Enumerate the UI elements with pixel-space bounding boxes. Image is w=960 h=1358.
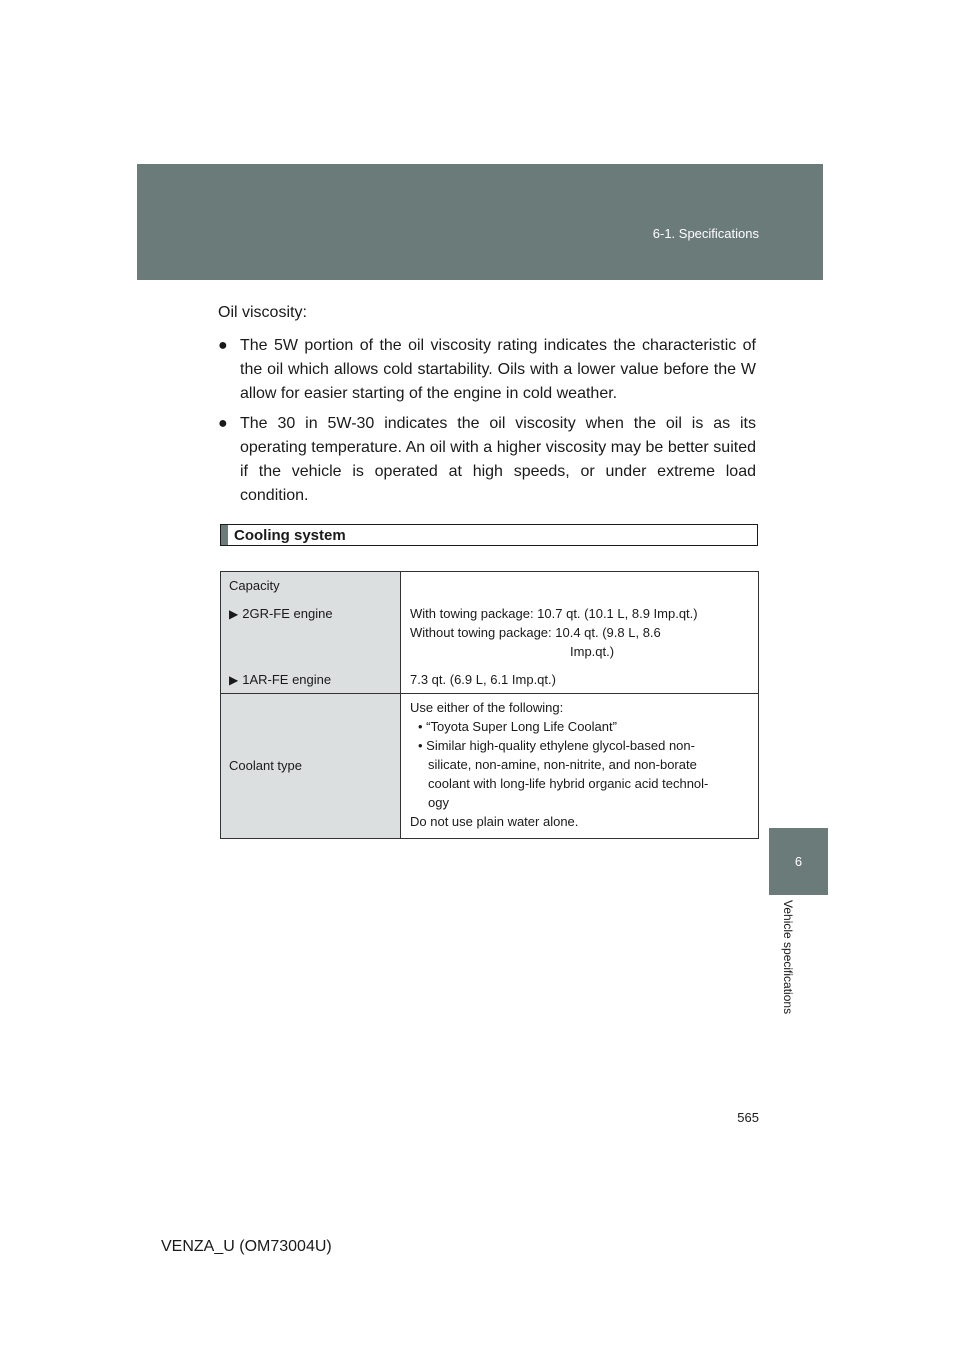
chapter-label-text: Vehicle specifications xyxy=(781,900,795,1015)
chapter-tab xyxy=(769,828,828,895)
spec-table xyxy=(220,571,759,839)
intro-text: Oil viscosity: xyxy=(218,304,307,321)
coolant-line: • “Toyota Super Long Life Coolant” xyxy=(418,719,617,734)
without-towing-value-cont: Imp.qt.) xyxy=(570,644,615,659)
section-title-bar xyxy=(221,525,228,545)
with-towing-value: With towing package: 10.7 qt. (10.1 L, 8.9 Imp.qt.) xyxy=(410,606,698,621)
engine-1ar-label: ▶ 1AR-FE engine xyxy=(229,672,332,687)
capacity-1ar-value: 7.3 qt. (6.9 L, 6.1 Imp.qt.) xyxy=(410,672,556,687)
bullet-item xyxy=(218,412,756,508)
coolant-line: ogy xyxy=(428,795,449,810)
footer-code: VENZA_U (OM73004U) xyxy=(161,1238,332,1255)
bullet-dot-icon: ● xyxy=(218,415,228,432)
coolant-line: • Similar high-quality ethylene glycol-based non- xyxy=(418,738,695,753)
bullet-item xyxy=(218,334,756,406)
coolant-type-label: Coolant type xyxy=(229,758,302,773)
engine-2gr-label: ▶ 2GR-FE engine xyxy=(229,606,333,621)
table-cell-value xyxy=(401,694,759,839)
table-cell-label xyxy=(221,694,401,839)
section-title: Cooling system xyxy=(234,527,346,544)
page-number: 565 xyxy=(737,1110,759,1125)
coolant-line: Do not use plain water alone. xyxy=(410,814,579,829)
triangle-right-icon: ▶ xyxy=(229,673,239,687)
coolant-line: coolant with long-life hybrid organic acid technol- xyxy=(428,776,709,791)
triangle-right-icon: ▶ xyxy=(229,607,239,621)
chapter-label xyxy=(781,900,795,1050)
table-row xyxy=(221,572,759,694)
section-heading: 6-1. Specifications xyxy=(652,226,759,241)
bullet-text: The 30 in 5W-30 indicates the oil viscosity when the oil is as its operating temperature. An oil with a higher viscosity may be better suited if the vehicle is operated at high speeds, or under extreme load condition. xyxy=(240,415,756,504)
table-cell-label xyxy=(221,572,401,694)
capacity-label: Capacity xyxy=(229,578,280,593)
coolant-line: silicate, non-amine, non-nitrite, and non-borate xyxy=(428,757,697,772)
table-row xyxy=(221,694,759,839)
bullet-dot-icon: ● xyxy=(218,337,228,354)
header-band xyxy=(137,164,823,280)
section-title-box xyxy=(220,524,758,546)
bullet-text: The 5W portion of the oil viscosity rating indicates the characteristic of the oil which allows cold startability. Oils with a lower value before the W allow for easier starting of the engine in cold weather. xyxy=(240,337,756,402)
table-cell-value xyxy=(401,572,759,694)
without-towing-value: Without towing package: 10.4 qt. (9.8 L, 8.6 xyxy=(410,625,661,640)
coolant-line: Use either of the following: xyxy=(410,700,564,715)
chapter-number: 6 xyxy=(794,854,803,869)
